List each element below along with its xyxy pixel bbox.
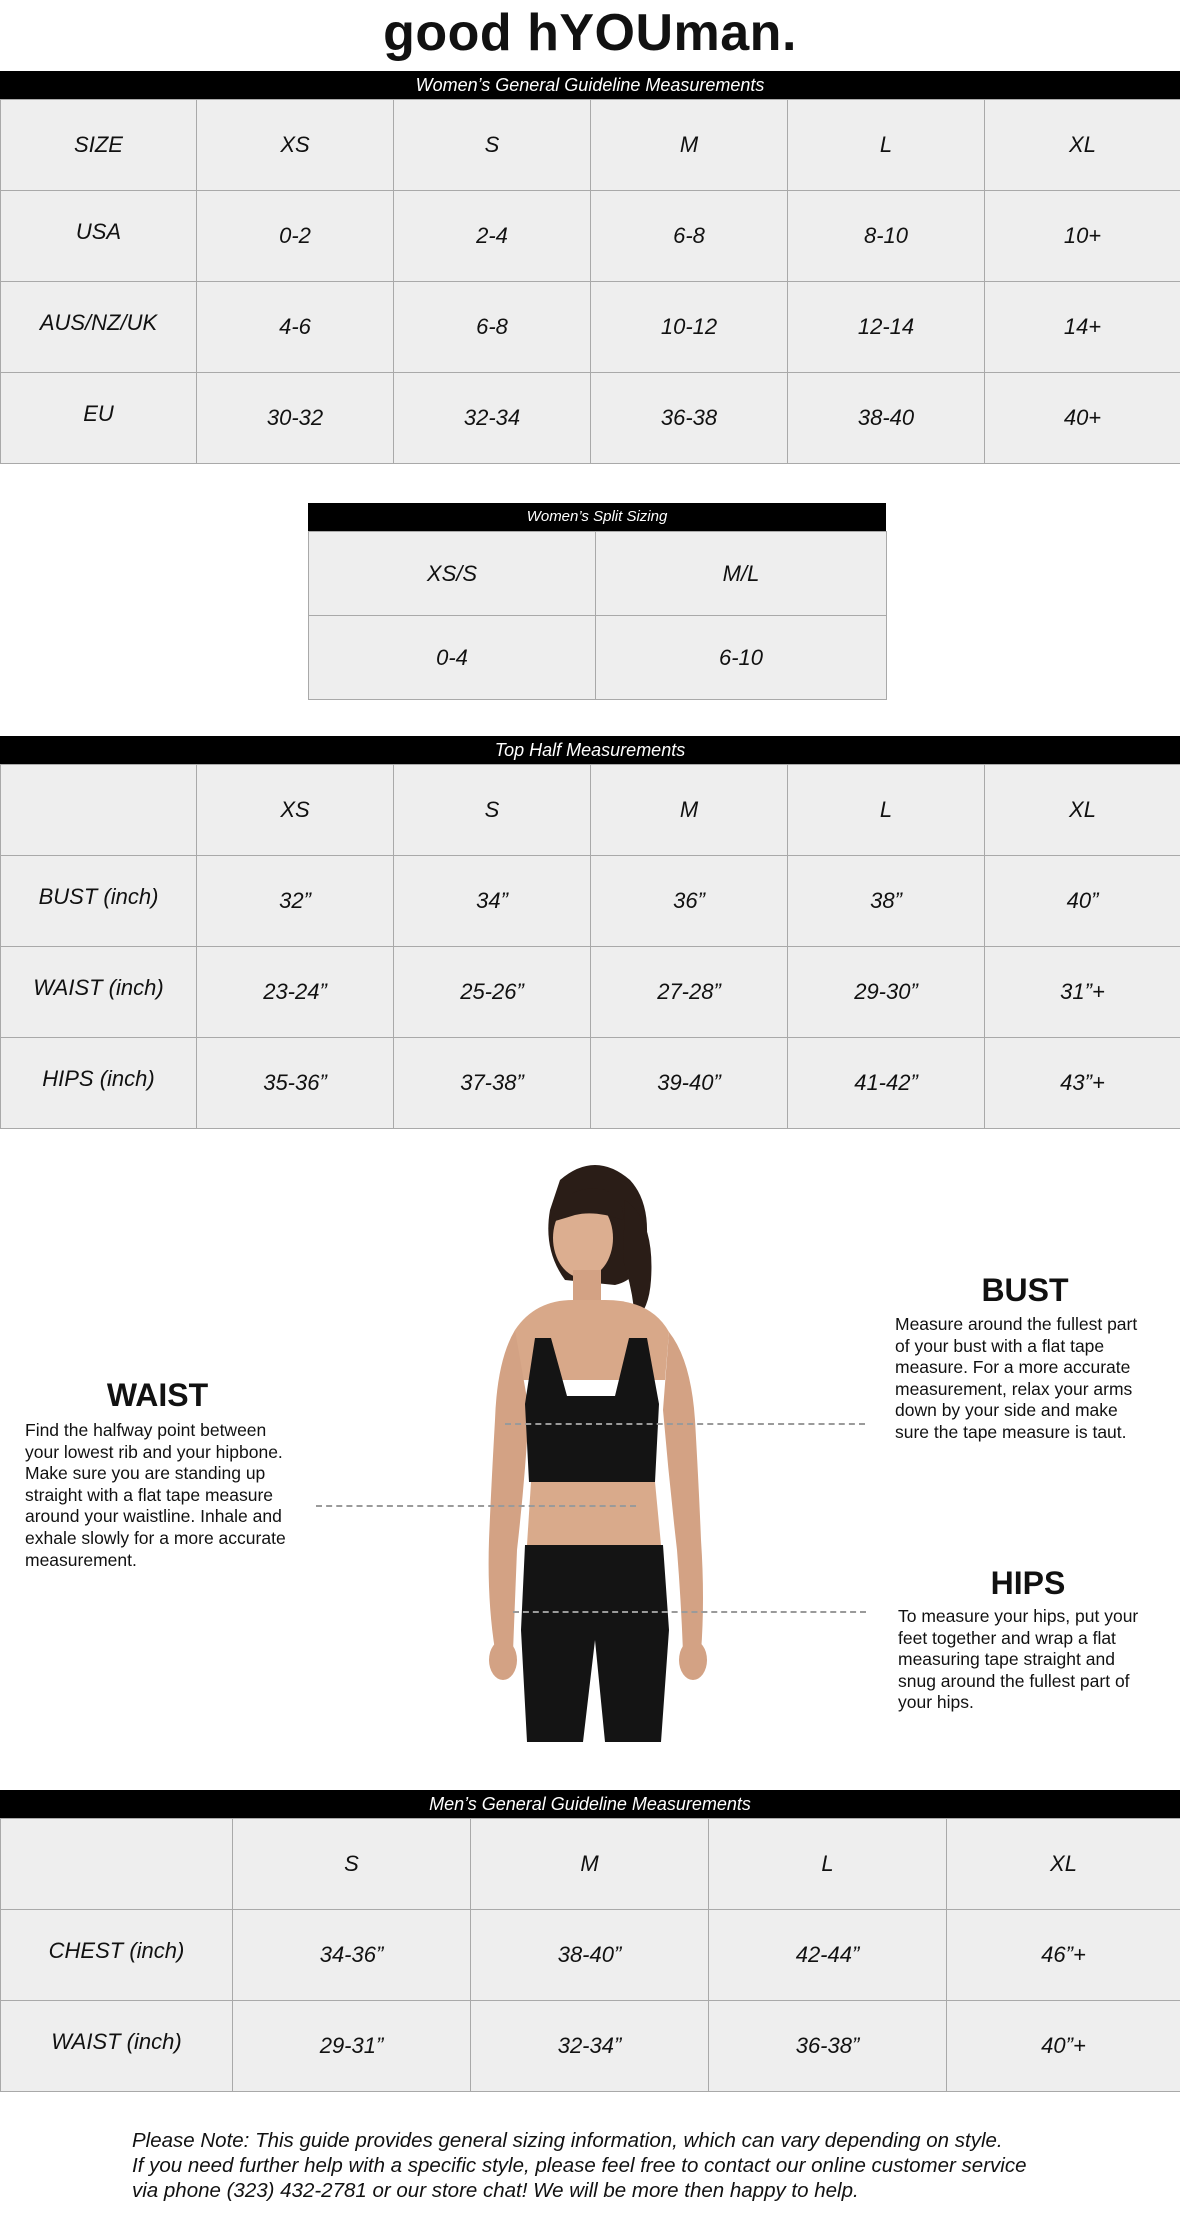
header-cell: L <box>709 1819 947 1910</box>
table-row <box>1 856 1180 947</box>
hips-guide-line <box>513 1611 866 1613</box>
table-cell: 36” <box>591 856 788 947</box>
womens-general-table <box>0 99 1180 464</box>
womens-split-table <box>308 531 887 700</box>
row-label: CHEST (inch) <box>1 1910 233 2001</box>
table-row <box>1 947 1180 1038</box>
table-cell: 40+ <box>985 373 1180 464</box>
table-cell: 31”+ <box>985 947 1180 1038</box>
header-cell: L <box>788 765 985 856</box>
table-cell: 36-38” <box>709 2001 947 2092</box>
bust-description-line: down by your side and make <box>895 1400 1118 1421</box>
table-cell: 37-38” <box>394 1038 591 1129</box>
waist-description-line: Find the halfway point between <box>25 1420 267 1440</box>
table-cell: 38-40 <box>788 373 985 464</box>
table-cell: 32-34 <box>394 373 591 464</box>
mens-general-table <box>0 1818 1180 2092</box>
table-row <box>309 616 887 700</box>
row-label: EU <box>1 373 197 464</box>
header-cell: S <box>394 765 591 856</box>
hips-description-line: feet together and wrap a flat <box>898 1627 1116 1648</box>
hips-description-line: snug around the fullest part of <box>898 1670 1130 1691</box>
table-cell: 14+ <box>985 282 1180 373</box>
table-cell: 34-36” <box>233 1910 471 2001</box>
waist-description-line: your lowest rib and your hipbone. <box>25 1441 283 1462</box>
sizing-note-line: via phone (323) 432-2781 or our store chat! We will be more then happy to help. <box>132 2179 859 2202</box>
table-cell: 29-30” <box>788 947 985 1038</box>
table-header-row <box>1 1819 1180 1910</box>
table-cell: 29-31” <box>233 2001 471 2092</box>
bust-guide-line <box>505 1423 865 1425</box>
table-cell: 34” <box>394 856 591 947</box>
table-cell: 6-8 <box>394 282 591 373</box>
table-cell: 12-14 <box>788 282 985 373</box>
table-cell: 10+ <box>985 191 1180 282</box>
table-cell: 38-40” <box>471 1910 709 2001</box>
table-row <box>1 2001 1180 2092</box>
header-cell: M <box>591 765 788 856</box>
row-label: HIPS (inch) <box>1 1038 197 1129</box>
mens-general-title: Men’s General Guideline Measurements <box>0 1790 1180 1818</box>
waist-description-line: exhale slowly for a more accurate <box>25 1527 286 1548</box>
top-half-title: Top Half Measurements <box>0 736 1180 764</box>
table-cell: 41-42” <box>788 1038 985 1129</box>
header-cell: S <box>233 1819 471 1910</box>
hips-title: HIPS <box>990 1565 1066 1601</box>
header-cell: M/L <box>596 532 887 616</box>
hips-description-line: measuring tape straight and <box>898 1649 1115 1670</box>
bust-description-line: measure. For a more accurate <box>895 1357 1131 1378</box>
table-header-row <box>1 100 1180 191</box>
table-cell: 23-24” <box>197 947 394 1038</box>
header-cell: L <box>788 100 985 191</box>
table-row <box>1 282 1180 373</box>
bust-description-line: measurement, relax your arms <box>895 1378 1133 1399</box>
bust-title: BUST <box>981 1272 1069 1308</box>
womens-split-title: Women’s Split Sizing <box>308 503 886 531</box>
waist-description-line: measurement. <box>25 1549 137 1570</box>
table-cell: 40”+ <box>947 2001 1180 2092</box>
waist-description <box>25 1420 292 1571</box>
table-cell: 39-40” <box>591 1038 788 1129</box>
table-row <box>1 373 1180 464</box>
header-cell: XL <box>947 1819 1180 1910</box>
table-cell: 30-32 <box>197 373 394 464</box>
header-cell: XS <box>197 100 394 191</box>
row-label: BUST (inch) <box>1 856 197 947</box>
table-row <box>1 1910 1180 2001</box>
table-header-row <box>1 765 1180 856</box>
sizing-note-line: If you need further help with a specific style, please feel free to contact our online customer service <box>132 2154 1027 2177</box>
sizing-note <box>132 2128 1092 2203</box>
hips-description-line: your hips. <box>898 1692 974 1713</box>
header-cell: XL <box>985 765 1180 856</box>
row-label: WAIST (inch) <box>1 2001 233 2092</box>
header-cell: XL <box>985 100 1180 191</box>
header-cell: SIZE <box>1 100 197 191</box>
sizing-note-line: Please Note: This guide provides general sizing information, which can vary depending on style. <box>132 2129 1003 2152</box>
table-cell: 4-6 <box>197 282 394 373</box>
table-cell: 8-10 <box>788 191 985 282</box>
womens-general-title: Women’s General Guideline Measurements <box>0 71 1180 99</box>
table-row <box>1 1038 1180 1129</box>
waist-description-line: Make sure you are standing up <box>25 1463 266 1484</box>
header-cell <box>1 1819 233 1910</box>
model-illustration <box>455 1160 745 1742</box>
header-cell: M <box>471 1819 709 1910</box>
table-cell: 32” <box>197 856 394 947</box>
table-cell: 46”+ <box>947 1910 1180 2001</box>
table-cell: 32-34” <box>471 2001 709 2092</box>
waist-description-line: straight with a flat tape measure <box>25 1484 274 1505</box>
table-cell: 10-12 <box>591 282 788 373</box>
row-label: USA <box>1 191 197 282</box>
top-half-table <box>0 764 1180 1129</box>
table-cell: 2-4 <box>394 191 591 282</box>
bust-description <box>895 1314 1151 1444</box>
row-label: WAIST (inch) <box>1 947 197 1038</box>
table-cell: 6-10 <box>596 616 887 700</box>
waist-guide-line <box>316 1505 636 1507</box>
bust-description-line: of your bust with a flat tape <box>895 1335 1105 1356</box>
table-header-row <box>309 532 887 616</box>
header-cell: XS <box>197 765 394 856</box>
hips-description <box>898 1606 1153 1714</box>
waist-description-line: around your waistline. Inhale and <box>25 1506 282 1527</box>
brand-logo: good hYOUman. <box>383 4 797 62</box>
header-cell: S <box>394 100 591 191</box>
header-cell: XS/S <box>309 532 596 616</box>
bust-description-line: sure the tape measure is taut. <box>895 1421 1127 1442</box>
table-cell: 36-38 <box>591 373 788 464</box>
header-cell <box>1 765 197 856</box>
table-cell: 43”+ <box>985 1038 1180 1129</box>
table-cell: 0-4 <box>309 616 596 700</box>
row-label: AUS/NZ/UK <box>1 282 197 373</box>
table-cell: 38” <box>788 856 985 947</box>
table-cell: 27-28” <box>591 947 788 1038</box>
table-cell: 40” <box>985 856 1180 947</box>
table-row <box>1 191 1180 282</box>
header-cell: M <box>591 100 788 191</box>
table-cell: 35-36” <box>197 1038 394 1129</box>
hips-description-line: To measure your hips, put your <box>898 1606 1139 1626</box>
bust-description-line: Measure around the fullest part <box>895 1314 1138 1334</box>
table-cell: 6-8 <box>591 191 788 282</box>
waist-title: WAIST <box>106 1377 209 1413</box>
table-cell: 42-44” <box>709 1910 947 2001</box>
table-cell: 25-26” <box>394 947 591 1038</box>
table-cell: 0-2 <box>197 191 394 282</box>
